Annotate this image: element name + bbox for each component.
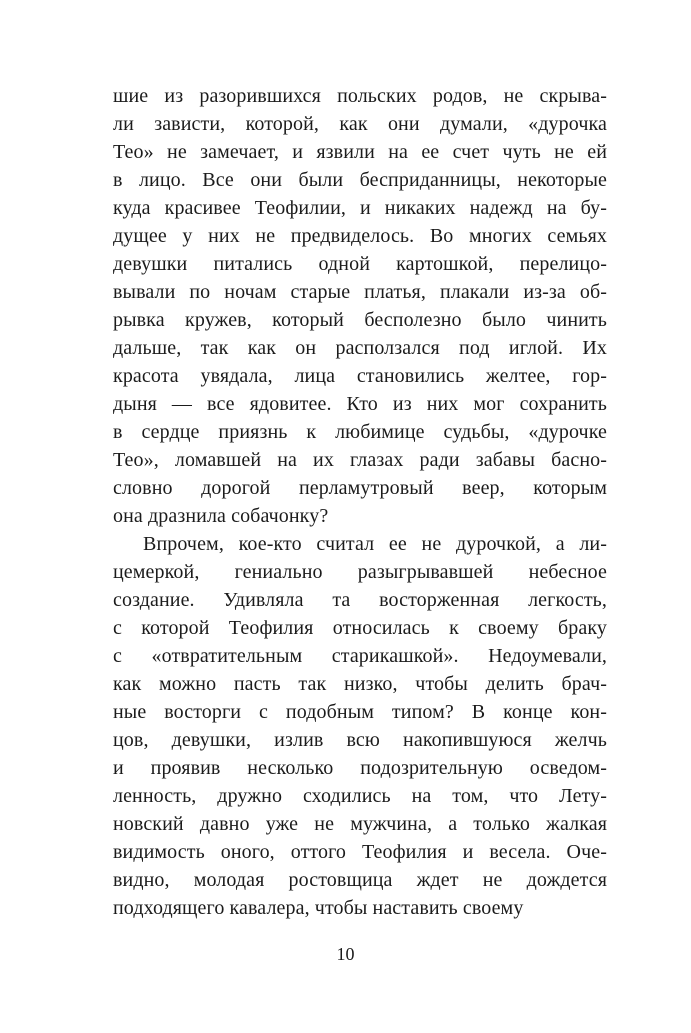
paragraph xyxy=(113,82,607,530)
text-line: ные восторги с подобным типом? В конце кон- xyxy=(113,701,607,723)
text-line: и проявив несколько подозрительную осведом- xyxy=(113,757,607,779)
text-line: подходящего кавалера, чтобы наставить своему xyxy=(113,897,524,919)
text-line: дыня — все ядовитее. Кто из них мог сохранить xyxy=(113,393,607,415)
text-line: рывка кружев, который бесполезно было чинить xyxy=(113,309,607,331)
paragraph xyxy=(113,530,607,922)
text-line: дущее у них не предвиделось. Во многих семьях xyxy=(113,225,607,247)
text-line: вывали по ночам старые платья, плакали из-за об- xyxy=(113,281,607,303)
text-line: видно, молодая ростовщица ждет не дождется xyxy=(113,869,607,891)
page-number: 10 xyxy=(336,944,355,964)
text-line: ленность, дружно сходились на том, что Лету- xyxy=(113,785,607,807)
text-line: в лицо. Все они были бесприданницы, некоторые xyxy=(113,169,607,191)
text-line: словно дорогой перламутровый веер, которым xyxy=(113,477,607,499)
text-line: девушки питались одной картошкой, перелицо- xyxy=(113,253,607,275)
text-line: новский давно уже не мужчина, а только жалкая xyxy=(113,813,607,835)
text-line: Впрочем, кое-кто считал ее не дурочкой, а ли- xyxy=(143,533,607,555)
text-line: дальше, так как он расползался под иглой. Их xyxy=(113,337,607,359)
text-line: Тео» не замечает, и язвили на ее счет чуть не ей xyxy=(113,141,607,163)
text-line: Тео», ломавшей на их глазах ради забавы басно- xyxy=(113,449,607,471)
page-text xyxy=(113,82,607,922)
text-line: с которой Теофилия относилась к своему браку xyxy=(113,617,607,639)
text-line: шие из разорившихся польских родов, не скрыва- xyxy=(113,85,607,107)
text-line: создание. Удивляла та восторженная легкость, xyxy=(113,589,607,611)
text-line: ли зависти, которой, как они думали, «дурочка xyxy=(113,113,607,135)
text-line: в сердце приязнь к любимице судьбы, «дурочке xyxy=(113,421,607,443)
text-line: как можно пасть так низко, чтобы делить брач- xyxy=(113,673,607,695)
text-line: с «отвратительным старикашкой». Недоумевали, xyxy=(113,645,607,667)
text-line: куда красивее Теофилии, и никаких надежд на бу- xyxy=(113,197,607,219)
text-line: красота увядала, лица становились желтее, гор- xyxy=(113,365,607,387)
text-line: она дразнила собачонку? xyxy=(113,505,329,527)
text-line: цов, девушки, излив всю накопившуюся желчь xyxy=(113,729,607,751)
text-line: видимость оного, оттого Теофилия и весела. Оче- xyxy=(113,841,607,863)
text-line: цемеркой, гениально разыгрывавшей небесное xyxy=(113,561,607,583)
